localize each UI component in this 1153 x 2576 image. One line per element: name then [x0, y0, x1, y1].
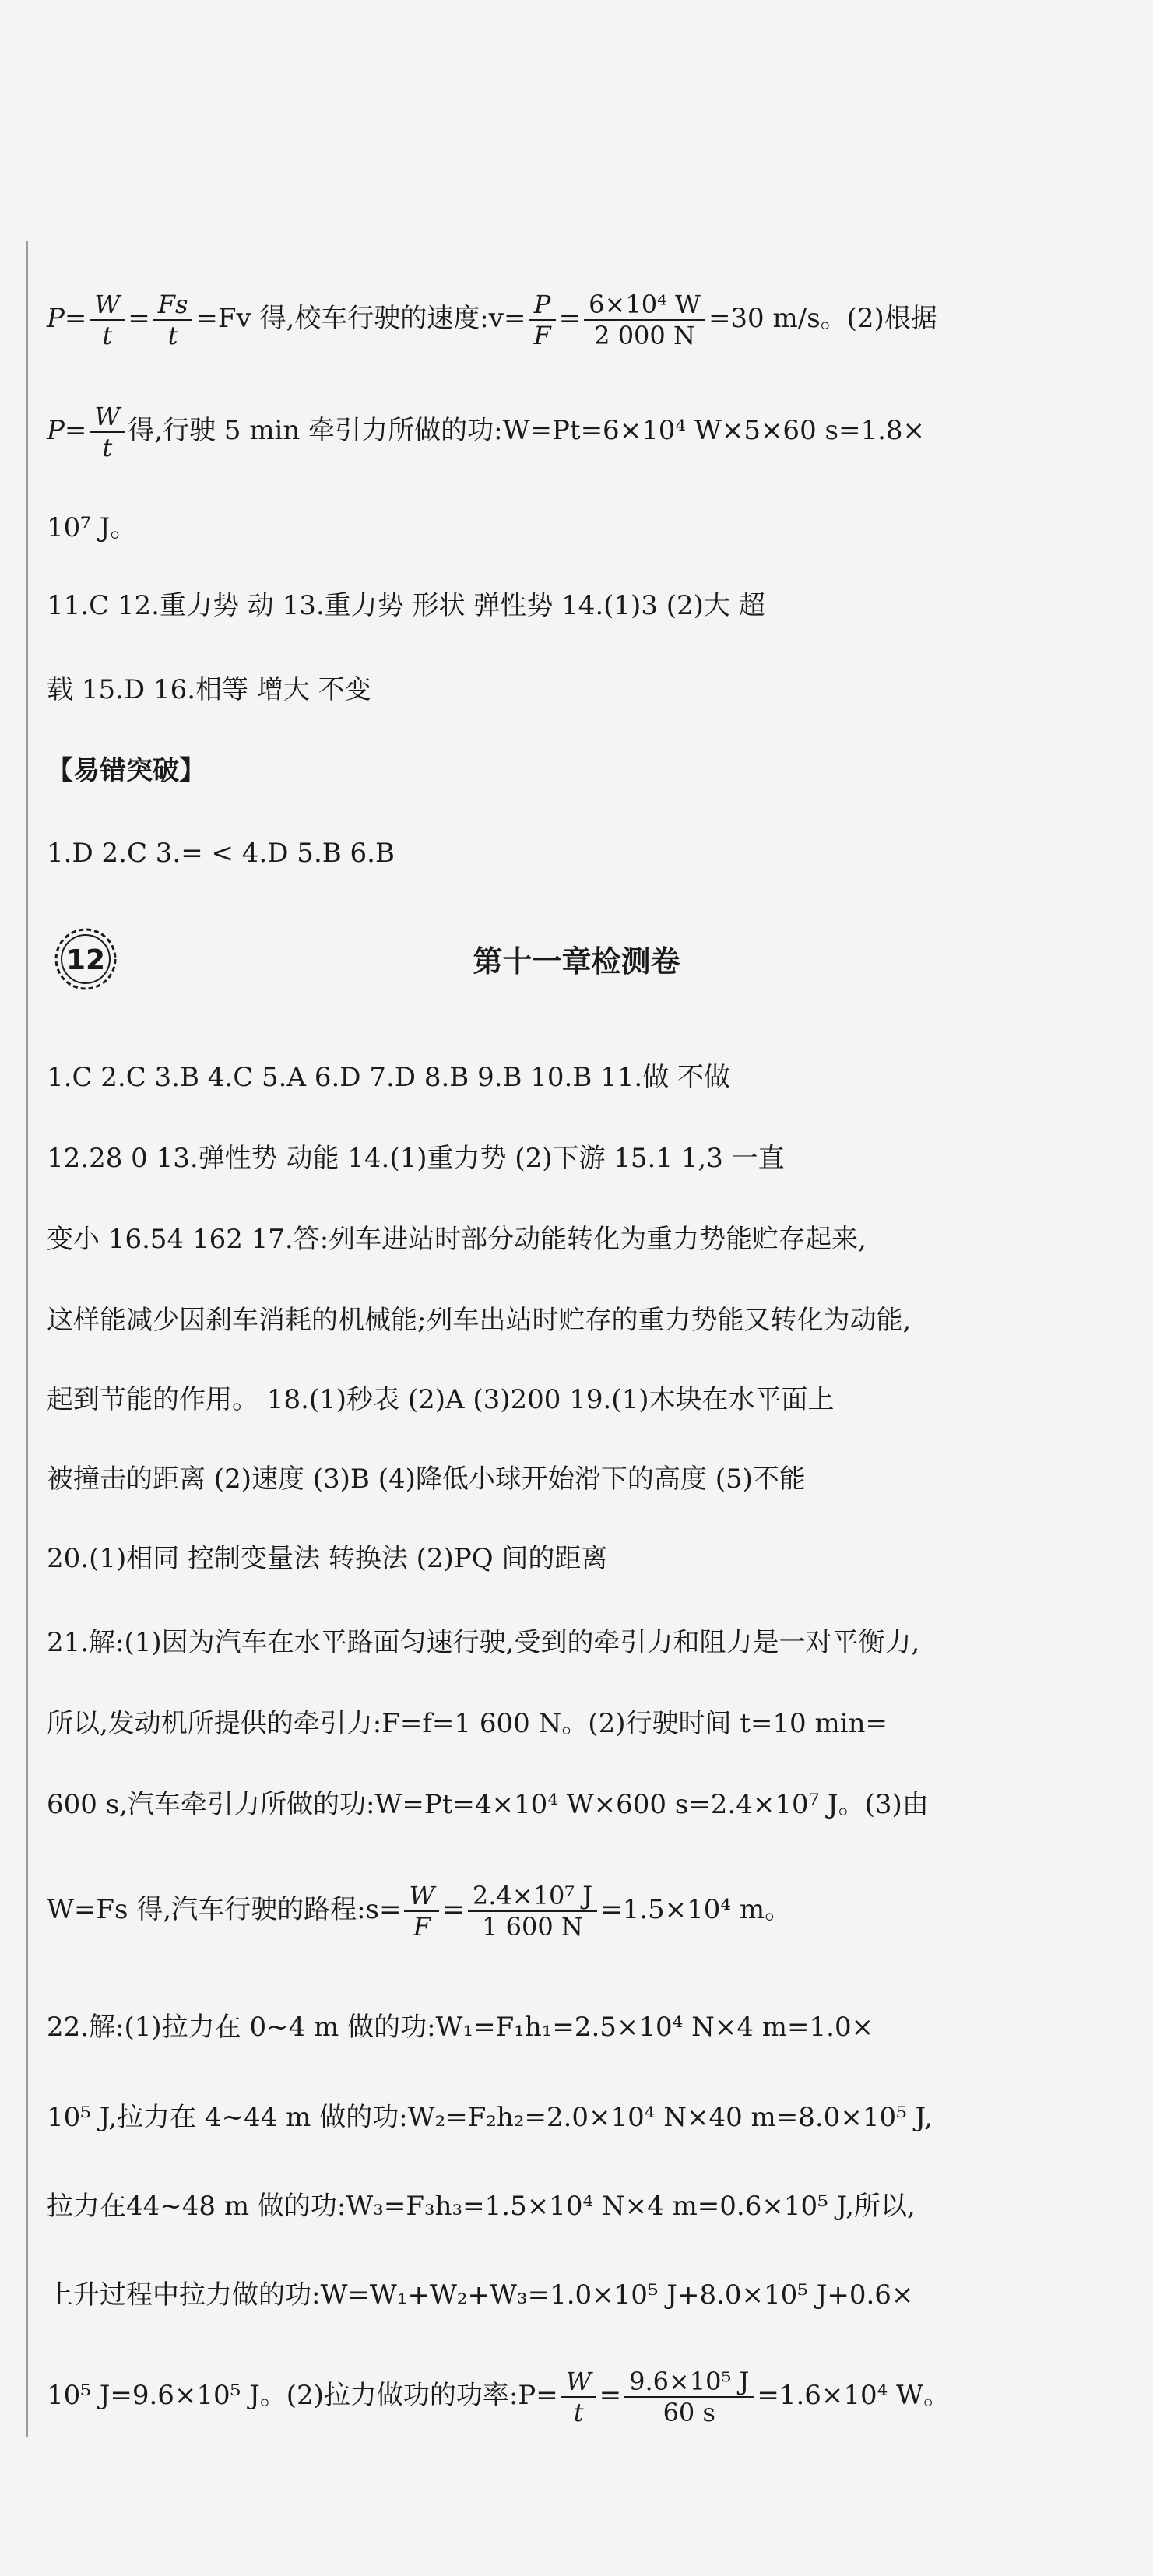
fraction-work-over-force: $\frac{\text{2.4×10⁷ J}}{1 600 N}$ — [468, 1881, 597, 1942]
text-line-5: 载 15.D 16.相等 增大 不变 — [47, 674, 371, 705]
chapter-title: 第十一章检测卷 — [473, 944, 680, 979]
text-line-3: 10⁷ J。 — [47, 512, 137, 543]
text-line-10: 这样能减少因刹车消耗的机械能;列车出站时贮存的重力势能又转化为动能, — [47, 1305, 912, 1336]
badge-number: 12 — [65, 944, 106, 976]
fraction-power-over-force: $\frac{\text{6×10⁴ W}}{2 000 N}$ — [584, 290, 705, 350]
text-line-8: 12.28 0 13.弹性势 动能 14.(1)重力势 (2)下游 15.1 1,3 一直 — [47, 1143, 785, 1174]
text-line-18: 22.解:(1)拉力在 0~4 m 做的功:W₁=F₁h₁=2.5×10⁴ N×4 m=1.0× — [47, 2012, 874, 2043]
section-heading: 【易错突破】 — [47, 755, 206, 786]
text-line-16: 600 s,汽车牵引力所做的功:W=Pt=4×10⁴ W×600 s=2.4×10⁷ J。(3)由 — [47, 1789, 929, 1820]
fraction-w-over-f: $\frac{W}{F}$ — [404, 1881, 439, 1942]
text-line-7: 1.C 2.C 3.B 4.C 5.A 6.D 7.D 8.B 9.B 10.B 11.做 不做 — [47, 1062, 731, 1093]
fraction-w-over-t: $\frac{W}{t}$ — [90, 290, 125, 350]
text-line-17: W=Fs 得,汽车行驶的路程:s= $\frac{W}{F}$ = $\frac{\text{2.4×10⁷ J}}{1 600 N}$ =1.5×10⁴ m。 — [47, 1881, 792, 1942]
text-line-13: 20.(1)相同 控制变量法 转换法 (2)PQ 间的距离 — [47, 1543, 608, 1574]
margin-rule — [26, 241, 28, 2437]
text-line-11: 起到节能的作用。 18.(1)秒表 (2)A (3)200 19.(1)木块在水平面上 — [47, 1384, 835, 1415]
fraction-p-over-f: $\frac{P}{F}$ — [529, 290, 555, 350]
text-line-15: 所以,发动机所提供的牵引力:F=f=1 600 N。(2)行驶时间 t=10 min= — [47, 1708, 888, 1739]
text-line-1: P= $\frac{W}{t}$ = $\frac{Fs}{t}$ =Fv 得,校车行驶的速度:v= $\frac{P}{F}$ = $\frac{\text{6×10⁴ W}}{2 000 N}$ =30 m/s。(2)根据 — [47, 290, 937, 350]
fraction-fs-over-t: $\frac{Fs}{t}$ — [153, 290, 193, 350]
text-line-14: 21.解:(1)因为汽车在水平路面匀速行驶,受到的牵引力和阻力是一对平衡力, — [47, 1627, 920, 1658]
text-line-22: 10⁵ J=9.6×10⁵ J。(2)拉力做功的功率:P= $\frac{W}{t}$ = $\frac{\text{9.6×10⁵ J}}{60 s}$ =1.6×10⁴ W。 — [47, 2367, 951, 2427]
fraction-w-over-t: $\frac{W}{t}$ — [90, 402, 125, 462]
text-line-9: 变小 16.54 162 17.答:列车进站时部分动能转化为重力势能贮存起来, — [47, 1224, 867, 1255]
fraction-work-over-time: $\frac{\text{9.6×10⁵ J}}{60 s}$ — [624, 2367, 754, 2427]
text-line-12: 被撞击的距离 (2)速度 (3)B (4)降低小球开始滑下的高度 (5)不能 — [47, 1464, 806, 1495]
text-line-4: 11.C 12.重力势 动 13.重力势 形状 弹性势 14.(1)3 (2)大 超 — [47, 590, 765, 621]
text-line-19: 10⁵ J,拉力在 4~44 m 做的功:W₂=F₂h₂=2.0×10⁴ N×40 m=8.0×10⁵ J, — [47, 2102, 933, 2133]
text-line-21: 上升过程中拉力做的功:W=W₁+W₂+W₃=1.0×10⁵ J+8.0×10⁵ J+0.6× — [47, 2279, 914, 2311]
text-line-6: 1.D 2.C 3.= < 4.D 5.B 6.B — [47, 838, 395, 869]
fraction-w-over-t: $\frac{W}{t}$ — [561, 2367, 596, 2427]
text-line-20: 拉力在44~48 m 做的功:W₃=F₃h₃=1.5×10⁴ N×4 m=0.6×10⁵ J,所以, — [47, 2191, 916, 2222]
text-line-2: P= $\frac{W}{t}$ 得,行驶 5 min 牵引力所做的功:W=Pt=6×10⁴ W×5×60 s=1.8× — [47, 402, 926, 462]
